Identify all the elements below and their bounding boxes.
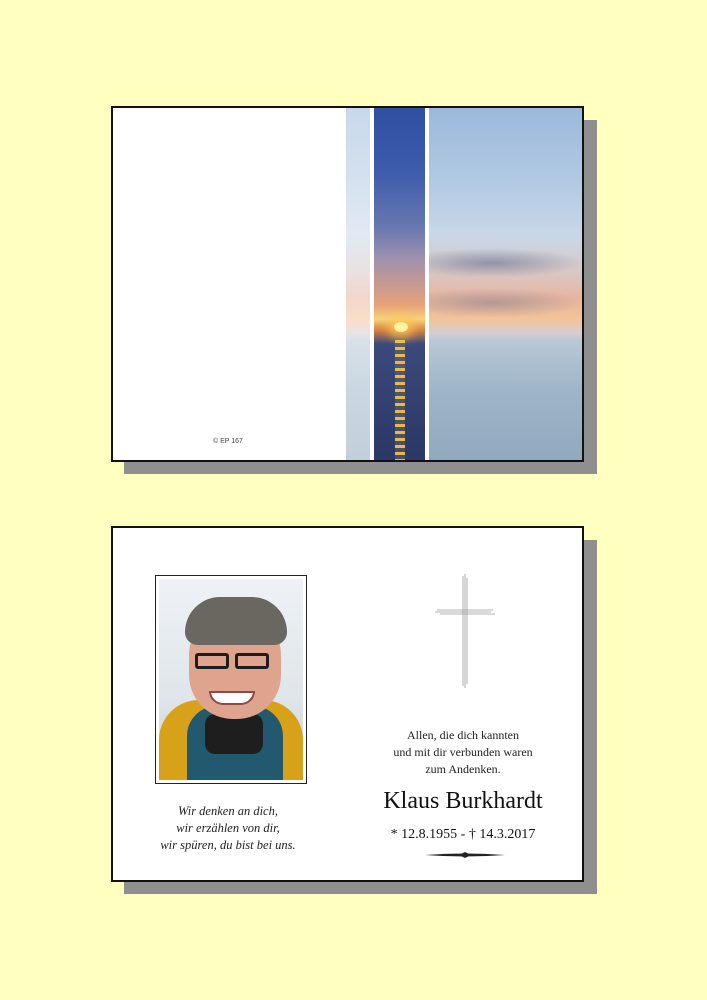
poem-line: wir spüren, du bist bei uns. [160,838,296,852]
inside-card [111,526,584,882]
poem-line: wir erzählen von dir, [176,821,280,835]
dedication-text [358,727,568,778]
sunset-image-strip-left [346,108,370,460]
copyright-note: © EP 167 [213,438,243,445]
portrait-photo [159,579,303,780]
portrait-photo-frame [155,575,307,784]
dedication-line: Allen, die dich kannten [407,728,519,742]
front-card [111,106,584,462]
memorial-poem [138,803,318,854]
dedication-line: und mit dir verbunden waren [393,745,533,759]
sun-icon [394,322,408,332]
cross-icon [435,574,495,689]
life-dates: * 12.8.1955 - † 14.3.2017 [390,827,536,842]
poem-line: Wir denken an dich, [178,804,278,818]
ornament-divider-icon [425,851,505,859]
dedication-line: zum Andenken. [425,762,501,776]
deceased-name: Klaus Burkhardt [383,788,543,814]
sunset-image-strip-center [374,108,425,460]
sunset-image-strip-right [429,108,584,460]
